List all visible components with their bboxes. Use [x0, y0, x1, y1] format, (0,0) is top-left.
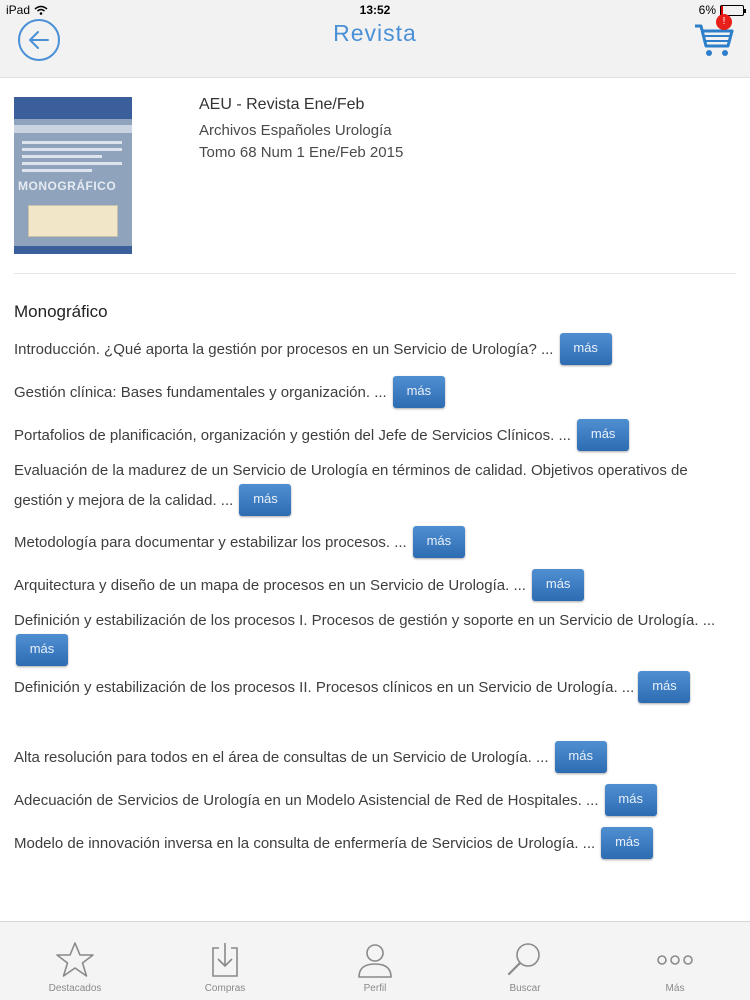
article-item [14, 570, 736, 602]
article-item [14, 420, 736, 452]
cover-diagram [28, 205, 118, 237]
tab-destacados[interactable] [0, 922, 150, 1000]
article-title: Portafolios de planificación, organización y gestión del Jefe de Servicios Clínicos. ... [14, 426, 571, 444]
article-item [14, 457, 736, 517]
download-tray-icon [205, 940, 245, 980]
divider [14, 273, 736, 274]
more-button[interactable]: más [601, 827, 653, 859]
more-button[interactable]: más [393, 376, 445, 408]
cover-word: MONOGRÁFICO [18, 179, 117, 193]
tab-bar [0, 921, 750, 1000]
article-item [14, 334, 736, 366]
cart-button[interactable] [692, 16, 736, 60]
article-item [14, 377, 736, 409]
article-item [14, 607, 736, 667]
more-button[interactable]: más [532, 569, 584, 601]
article-item [14, 828, 736, 860]
article-title: Modelo de innovación inversa en la consulta de enfermería de Servicios de Urología. ... [14, 834, 596, 852]
more-dots-icon [655, 940, 695, 980]
star-icon [55, 940, 95, 980]
magazine-title: AEU - Revista Ene/Feb [199, 96, 365, 113]
magazine-issue: Tomo 68 Num 1 Ene/Feb 2015 [199, 144, 404, 161]
article-title: Adecuación de Servicios de Urología en un Modelo Asistencial de Red de Hospitales. ... [14, 791, 599, 809]
status-time: 13:52 [359, 3, 391, 17]
device-name: iPad [6, 3, 31, 17]
article-item [14, 672, 736, 704]
more-button[interactable]: más [638, 671, 690, 703]
tab-label: Buscar [509, 983, 541, 994]
more-button[interactable]: más [16, 634, 68, 666]
cover-header-band [14, 97, 132, 119]
more-button[interactable]: más [555, 741, 607, 773]
tab-mas[interactable] [600, 922, 750, 1000]
page-title: Revista [333, 20, 417, 46]
tab-label: Compras [204, 983, 246, 994]
article-title: Definición y estabilización de los procesos II. Procesos clínicos en un Servicio de Urología. ... [14, 678, 635, 696]
magazine-journal: Archivos Españoles Urología [199, 122, 392, 139]
article-title: Metodología para documentar y estabilizar los procesos. ... [14, 533, 407, 551]
article-title: Definición y estabilización de los procesos I. Procesos de gestión y soporte en un Servicio de Urología. ... [14, 612, 716, 629]
more-button[interactable]: más [413, 526, 465, 558]
more-button[interactable]: más [239, 484, 291, 516]
section-title: Monográfico [14, 302, 108, 321]
cover-footer-band [14, 246, 132, 254]
article-item [14, 527, 736, 559]
more-button[interactable]: más [605, 784, 657, 816]
search-icon [505, 940, 545, 980]
article-item [14, 742, 736, 774]
cover-subheader [14, 125, 132, 133]
nav-bar [0, 16, 750, 78]
article-title: Alta resolución para todos en el área de consultas de un Servicio de Urología. ... [14, 748, 549, 766]
battery-percent: 6% [698, 3, 716, 17]
article-title: Introducción. ¿Qué aporta la gestión por procesos en un Servicio de Urología? ... [14, 340, 554, 358]
more-button[interactable]: más [560, 333, 612, 365]
tab-label: Perfil [363, 983, 387, 994]
tab-compras[interactable] [150, 922, 300, 1000]
status-bar [0, 0, 750, 20]
article-item [14, 785, 736, 817]
tab-label: Destacados [48, 983, 102, 994]
cover-text-lines [22, 141, 122, 176]
more-button[interactable]: más [577, 419, 629, 451]
article-title: Evaluación de la madurez de un Servicio de Urología en términos de calidad. Objetivos operativos de gestión y mejora de la calidad. ... [14, 462, 688, 509]
article-title: Gestión clínica: Bases fundamentales y organización. ... [14, 383, 387, 401]
magazine-cover[interactable] [14, 97, 132, 254]
cart-badge: ! [716, 14, 732, 30]
article-title: Arquitectura y diseño de un mapa de procesos en un Servicio de Urología. ... [14, 576, 526, 594]
person-icon [355, 940, 395, 980]
tab-label: Más [665, 983, 685, 994]
tab-buscar[interactable] [450, 922, 600, 1000]
tab-perfil[interactable] [300, 922, 450, 1000]
